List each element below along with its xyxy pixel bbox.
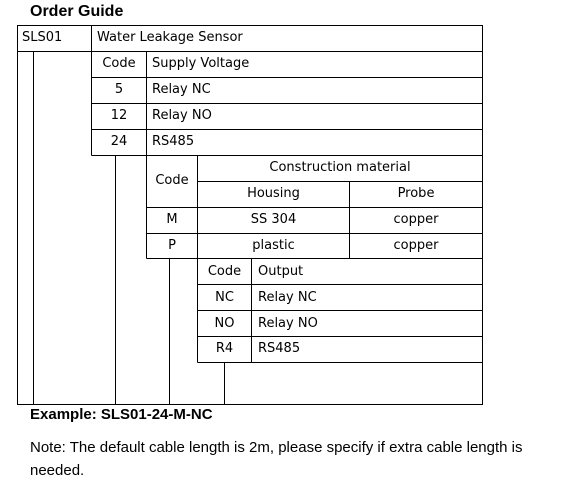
output-value: Relay NO: [258, 316, 318, 331]
model-code: SLS01: [22, 30, 63, 45]
output-value: RS485: [258, 341, 301, 356]
model-name: Water Leakage Sensor: [97, 30, 243, 45]
material-probe: copper: [393, 212, 439, 227]
material-title: Construction material: [269, 160, 411, 175]
material-housing-header: Housing: [247, 186, 300, 201]
cable-length-note: Note: The default cable length is 2m, please specify if extra cable length is needed.: [30, 439, 523, 479]
material-housing: plastic: [252, 238, 295, 253]
page-title: Order Guide: [30, 3, 124, 20]
output-code: NC: [215, 290, 234, 305]
voltage-name-header: Supply Voltage: [152, 56, 250, 71]
material-code: P: [168, 238, 176, 253]
order-example: Example: SLS01-24-M-NC: [30, 406, 213, 423]
voltage-code: 24: [110, 134, 128, 149]
output-name-header: Output: [258, 264, 304, 279]
voltage-value: Relay NC: [152, 82, 211, 97]
material-code: M: [166, 212, 178, 227]
voltage-value: Relay NO: [152, 108, 212, 123]
voltage-code-header: Code: [102, 56, 136, 71]
output-code: NO: [214, 316, 235, 331]
voltage-code: 5: [114, 82, 124, 97]
material-probe-header: Probe: [397, 186, 435, 201]
output-code: R4: [215, 341, 234, 356]
material-code-header: Code: [155, 173, 189, 188]
material-probe: copper: [393, 238, 439, 253]
output-value: Relay NC: [258, 290, 317, 305]
voltage-code: 12: [110, 108, 128, 123]
output-code-header: Code: [207, 264, 242, 279]
voltage-value: RS485: [152, 134, 195, 149]
material-housing: SS 304: [250, 212, 297, 227]
